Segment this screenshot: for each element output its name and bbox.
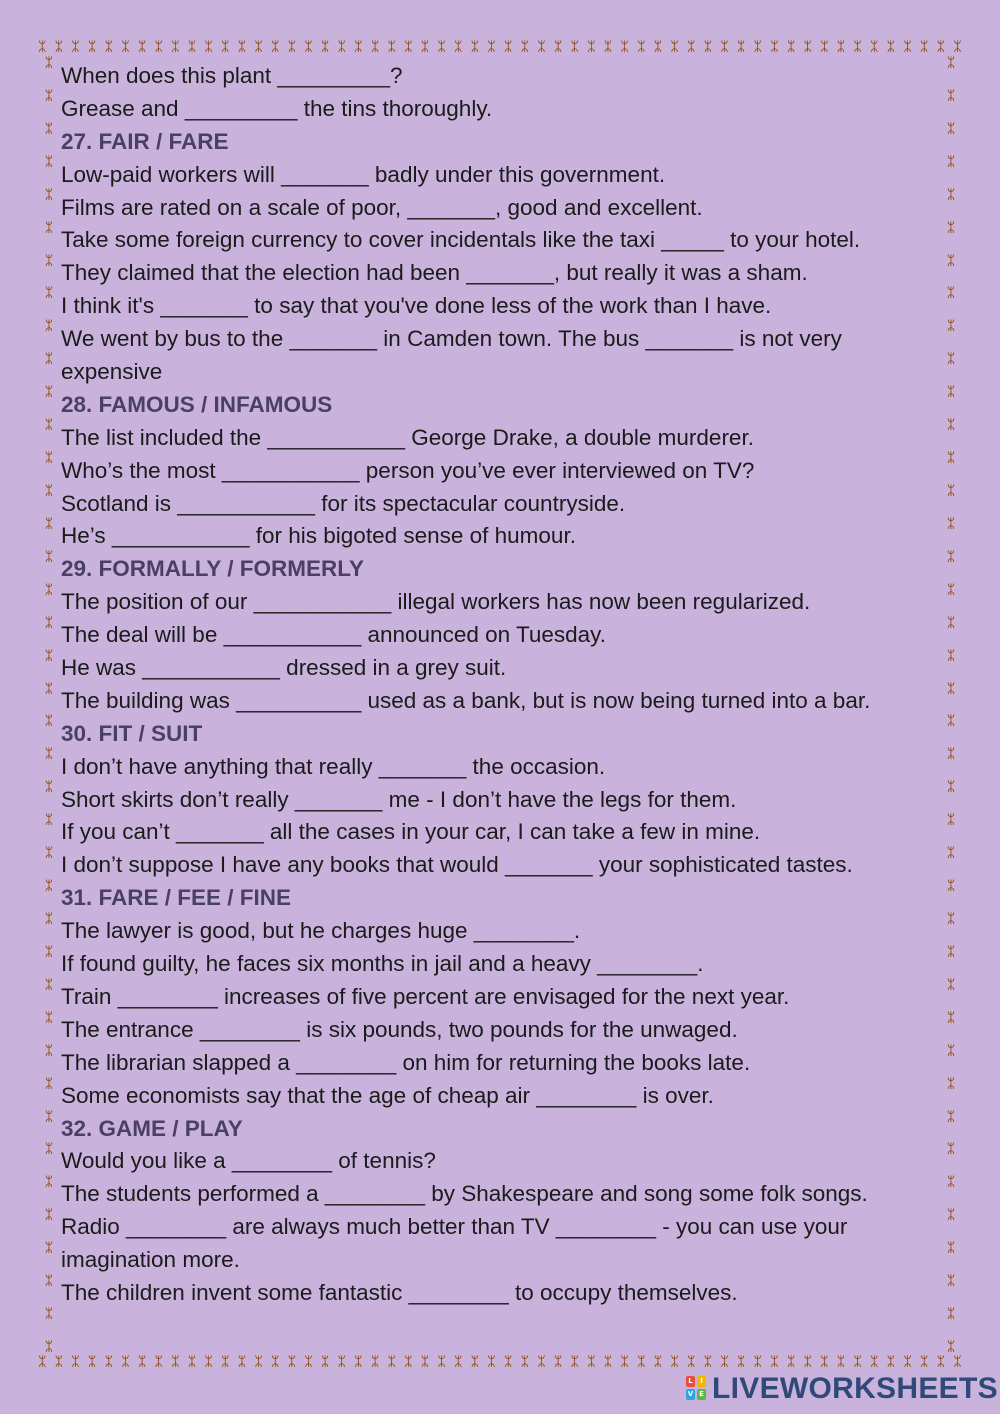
butterfly-icon: ᛯ [44,1306,54,1323]
butterfly-icon: ᛯ [44,548,54,565]
butterfly-icon: ᛯ [320,1355,330,1370]
top-butterfly-border [38,40,962,56]
butterfly-icon: ᛯ [946,1338,956,1354]
butterfly-icon: ᛯ [121,40,130,55]
exercise-sentence: Would you like a ________ of tennis? [61,1148,436,1174]
butterfly-icon: ᛯ [387,1355,396,1370]
butterfly-icon: ᛯ [87,1355,97,1370]
butterfly-icon: ᛯ [620,1355,629,1370]
butterfly-icon: ᛯ [44,647,54,664]
butterfly-icon: ᛯ [946,120,956,137]
butterfly-icon: ᛯ [637,40,646,55]
butterfly-icon: ᛯ [44,417,54,434]
butterfly-icon: ᛯ [87,40,97,55]
butterfly-icon: ᛯ [903,40,912,55]
butterfly-icon: ᛯ [946,252,956,269]
butterfly-icon: ᛯ [946,186,956,203]
butterfly-icon: ᛯ [720,1355,729,1370]
butterfly-icon: ᛯ [137,1355,147,1370]
butterfly-icon: ᛯ [470,1355,480,1370]
butterfly-icon: ᛯ [44,746,54,763]
butterfly-icon: ᛯ [44,450,54,467]
butterfly-icon: ᛯ [946,1207,956,1224]
butterfly-icon: ᛯ [71,40,80,55]
butterfly-icon: ᛯ [946,1009,956,1026]
butterfly-icon: ᛯ [204,40,213,55]
butterfly-icon: ᛯ [946,450,956,467]
butterfly-icon: ᛯ [44,87,54,104]
exercise-sentence: The position of our ___________ illegal workers has now been regularized. [61,589,811,615]
butterfly-icon: ᛯ [304,1355,313,1370]
butterfly-icon: ᛯ [946,384,956,401]
liveworksheets-logo [686,1372,998,1406]
section-heading: 27. FAIR / FARE [61,128,229,154]
butterfly-icon: ᛯ [946,482,956,499]
butterfly-icon: ᛯ [54,1355,64,1370]
butterfly-icon: ᛯ [154,40,163,55]
exercise-sentence: He’s ___________ for his bigoted sense of humour. [61,523,576,549]
exercise-sentence: When does this plant _________? [61,63,403,88]
butterfly-icon: ᛯ [537,1355,546,1370]
butterfly-icon: ᛯ [919,40,929,55]
butterfly-icon: ᛯ [54,40,64,55]
butterfly-icon: ᛯ [853,1355,862,1370]
butterfly-icon: ᛯ [946,153,956,170]
butterfly-icon: ᛯ [370,40,380,55]
butterfly-icon: ᛯ [946,548,956,565]
exercise-sentence: expensive [61,359,163,385]
butterfly-icon: ᛯ [946,1141,956,1158]
butterfly-icon: ᛯ [946,1174,956,1191]
butterfly-icon: ᛯ [953,40,962,55]
section-heading: 28. FAMOUS / INFAMOUS [61,391,333,417]
butterfly-icon: ᛯ [44,351,54,368]
logo-mark-letter: L [686,1376,695,1387]
butterfly-icon: ᛯ [44,812,54,829]
butterfly-icon: ᛯ [44,1240,54,1257]
butterfly-icon: ᛯ [946,56,956,71]
butterfly-icon: ᛯ [44,680,54,697]
butterfly-icon: ᛯ [946,87,956,104]
butterfly-icon: ᛯ [44,1273,54,1290]
butterfly-icon: ᛯ [946,1075,956,1092]
butterfly-icon: ᛯ [603,40,613,55]
butterfly-icon: ᛯ [404,40,413,55]
logo-mark-letter: V [687,1390,694,1398]
butterfly-icon: ᛯ [44,56,54,71]
butterfly-icon: ᛯ [304,40,313,55]
section-heading: 29. FORMALLY / FORMERLY [61,556,364,582]
butterfly-icon: ᛯ [753,40,762,55]
exercise-content [61,60,941,1310]
exercise-sentence: The lawyer is good, but he charges huge ________. [61,918,581,944]
butterfly-icon: ᛯ [946,779,956,796]
butterfly-icon: ᛯ [287,1355,297,1370]
butterfly-icon: ᛯ [104,40,113,55]
butterfly-icon: ᛯ [946,878,956,895]
butterfly-icon: ᛯ [753,1355,762,1370]
butterfly-icon: ᛯ [946,581,956,598]
exercise-sentence: Train ________ increases of five percent are envisaged for the next year. [61,983,790,1009]
butterfly-icon: ᛯ [254,40,263,55]
butterfly-icon: ᛯ [946,976,956,993]
section-heading: 31. FARE / FEE / FINE [61,885,292,911]
exercise-sentence: The students performed a ________ by Shakespeare and song some folk songs. [61,1181,868,1207]
butterfly-icon: ᛯ [44,1042,54,1059]
butterfly-icon: ᛯ [270,40,280,55]
butterfly-icon: ᛯ [44,910,54,927]
butterfly-icon: ᛯ [703,40,713,55]
butterfly-icon: ᛯ [337,1355,346,1370]
butterfly-icon: ᛯ [237,40,247,55]
butterfly-icon: ᛯ [470,40,480,55]
butterfly-icon: ᛯ [703,1355,713,1370]
exercise-sentence: The list included the ___________ George Drake, a double murderer. [61,424,754,450]
butterfly-icon: ᛯ [803,1355,812,1370]
butterfly-icon: ᛯ [946,1042,956,1059]
exercise-sentence: I don’t have anything that really _______ the occasion. [61,753,606,779]
butterfly-icon: ᛯ [503,1355,513,1370]
right-butterfly-border [942,56,960,1354]
butterfly-icon: ᛯ [44,120,54,137]
exercise-sentence: The children invent some fantastic ________ to occupy themselves. [61,1279,738,1305]
logo-mark-letter: E [697,1389,706,1400]
butterfly-icon: ᛯ [537,40,546,55]
exercise-sentence: Take some foreign currency to cover incidentals like the taxi _____ to your hotel. [61,227,861,253]
butterfly-icon: ᛯ [786,40,796,55]
butterfly-icon: ᛯ [886,40,896,55]
butterfly-icon: ᛯ [420,1355,430,1370]
exercise-sentence: Radio ________ are always much better than TV ________ - you can use your [61,1214,848,1240]
butterfly-icon: ᛯ [44,976,54,993]
exercise-sentence: Low-paid workers will _______ badly under this government. [61,161,666,187]
butterfly-icon: ᛯ [204,1355,213,1370]
butterfly-icon: ᛯ [886,1355,896,1370]
butterfly-icon: ᛯ [454,1355,463,1370]
logo-text: LIVEWORKSHEETS [712,1372,998,1405]
exercise-sentence: He was ___________ dressed in a grey suit. [61,655,507,681]
butterfly-icon: ᛯ [946,318,956,335]
butterfly-icon: ᛯ [603,1355,613,1370]
exercise-sentence: Scotland is ___________ for its spectacular countryside. [61,490,626,516]
butterfly-icon: ᛯ [770,1355,779,1370]
butterfly-icon: ᛯ [104,1355,113,1370]
exercise-sentence: Grease and _________ the tins thoroughly. [61,95,493,121]
exercise-sentence: If you can’t _______ all the cases in your car, I can take a few in mine. [61,819,761,845]
butterfly-icon: ᛯ [870,1355,879,1370]
butterfly-icon: ᛯ [221,1355,230,1370]
butterfly-icon: ᛯ [836,1355,846,1370]
butterfly-icon: ᛯ [44,943,54,960]
exercise-sentence: I think it's _______ to say that you've done less of the work than I have. [61,293,772,319]
butterfly-icon: ᛯ [44,878,54,895]
butterfly-icon: ᛯ [686,1355,696,1370]
butterfly-icon: ᛯ [287,40,297,55]
butterfly-icon: ᛯ [946,943,956,960]
exercise-sentence: I don’t suppose I have any books that would _______ your sophisticated tastes. [61,852,853,878]
butterfly-icon: ᛯ [237,1355,247,1370]
butterfly-icon: ᛯ [736,1355,746,1370]
exercise-sentence: If found guilty, he faces six months in jail and a heavy ________. [61,951,704,977]
butterfly-icon: ᛯ [637,1355,646,1370]
butterfly-icon: ᛯ [44,1009,54,1026]
butterfly-icon: ᛯ [44,1338,54,1354]
butterfly-icon: ᛯ [620,40,629,55]
butterfly-icon: ᛯ [820,40,829,55]
butterfly-icon: ᛯ [670,1355,679,1370]
butterfly-icon: ᛯ [337,40,346,55]
butterfly-icon: ᛯ [44,1207,54,1224]
butterfly-icon: ᛯ [44,581,54,598]
butterfly-icon: ᛯ [44,1108,54,1125]
logo-mark-letter: I [697,1376,706,1387]
butterfly-icon: ᛯ [44,219,54,236]
butterfly-icon: ᛯ [836,40,846,55]
butterfly-icon: ᛯ [370,1355,380,1370]
butterfly-icon: ᛯ [437,1355,446,1370]
butterfly-icon: ᛯ [437,40,446,55]
butterfly-icon: ᛯ [44,515,54,532]
butterfly-icon: ᛯ [686,40,696,55]
butterfly-icon: ᛯ [720,40,729,55]
butterfly-icon: ᛯ [187,1355,197,1370]
butterfly-icon: ᛯ [946,1306,956,1323]
butterfly-icon: ᛯ [44,318,54,335]
butterfly-icon: ᛯ [44,482,54,499]
butterfly-icon: ᛯ [71,1355,80,1370]
butterfly-icon: ᛯ [853,40,862,55]
exercise-sentence: Films are rated on a scale of poor, _______, good and excellent. [61,194,703,220]
butterfly-icon: ᛯ [653,1355,663,1370]
butterfly-icon: ᛯ [553,40,563,55]
butterfly-icon: ᛯ [946,647,956,664]
butterfly-icon: ᛯ [354,1355,363,1370]
butterfly-icon: ᛯ [404,1355,413,1370]
butterfly-icon: ᛯ [187,40,197,55]
butterfly-icon: ᛯ [487,1355,496,1370]
butterfly-icon: ᛯ [38,1355,47,1370]
butterfly-icon: ᛯ [587,1355,596,1370]
butterfly-icon: ᛯ [44,285,54,302]
butterfly-icon: ᛯ [254,1355,263,1370]
butterfly-icon: ᛯ [946,746,956,763]
butterfly-icon: ᛯ [653,40,663,55]
butterfly-icon: ᛯ [570,1355,579,1370]
butterfly-icon: ᛯ [946,910,956,927]
butterfly-icon: ᛯ [946,1108,956,1125]
butterfly-icon: ᛯ [820,1355,829,1370]
butterfly-icon: ᛯ [770,40,779,55]
left-butterfly-border [40,56,58,1354]
butterfly-icon: ᛯ [953,1355,962,1370]
butterfly-icon: ᛯ [946,1240,956,1257]
butterfly-icon: ᛯ [44,186,54,203]
exercise-sentence: They claimed that the election had been _______, but really it was a sham. [61,260,808,286]
butterfly-icon: ᛯ [44,1174,54,1191]
butterfly-icon: ᛯ [44,713,54,730]
butterfly-icon: ᛯ [946,845,956,862]
butterfly-icon: ᛯ [44,779,54,796]
butterfly-icon: ᛯ [946,614,956,631]
butterfly-icon: ᛯ [44,252,54,269]
butterfly-icon: ᛯ [44,153,54,170]
butterfly-icon: ᛯ [44,1141,54,1158]
butterfly-icon: ᛯ [270,1355,280,1370]
butterfly-icon: ᛯ [38,40,47,55]
butterfly-icon: ᛯ [936,1355,945,1370]
exercise-sentence: imagination more. [61,1247,240,1273]
butterfly-icon: ᛯ [454,40,463,55]
butterfly-icon: ᛯ [44,614,54,631]
butterfly-icon: ᛯ [387,40,396,55]
butterfly-icon: ᛯ [587,40,596,55]
butterfly-icon: ᛯ [354,40,363,55]
butterfly-icon: ᛯ [520,40,529,55]
butterfly-icon: ᛯ [44,384,54,401]
exercise-sentence: Short skirts don’t really _______ me - I don’t have the legs for them. [61,786,737,812]
butterfly-icon: ᛯ [946,1273,956,1290]
butterfly-icon: ᛯ [919,1355,929,1370]
section-heading: 30. FIT / SUIT [61,720,203,746]
butterfly-icon: ᛯ [503,40,513,55]
butterfly-icon: ᛯ [553,1355,563,1370]
butterfly-icon: ᛯ [803,40,812,55]
exercise-sentence: Who’s the most ___________ person you’ve ever interviewed on TV? [61,457,755,483]
butterfly-icon: ᛯ [320,40,330,55]
butterfly-icon: ᛯ [946,219,956,236]
exercise-sentence: The librarian slapped a ________ on him for returning the books late. [61,1049,751,1075]
butterfly-icon: ᛯ [786,1355,796,1370]
butterfly-icon: ᛯ [171,40,180,55]
butterfly-icon: ᛯ [946,417,956,434]
butterfly-icon: ᛯ [903,1355,912,1370]
butterfly-icon: ᛯ [670,40,679,55]
exercise-sentence: The entrance ________ is six pounds, two pounds for the unwaged. [61,1016,738,1042]
section-heading: 32. GAME / PLAY [61,1115,243,1141]
butterfly-icon: ᛯ [946,713,956,730]
exercise-sentence: Some economists say that the age of cheap air ________ is over. [61,1082,714,1108]
bottom-butterfly-border [38,1355,962,1371]
butterfly-icon: ᛯ [946,812,956,829]
butterfly-icon: ᛯ [154,1355,163,1370]
butterfly-icon: ᛯ [520,1355,529,1370]
butterfly-icon: ᛯ [44,1075,54,1092]
butterfly-icon: ᛯ [171,1355,180,1370]
exercise-sentence: The deal will be ___________ announced on Tuesday. [61,622,607,648]
butterfly-icon: ᛯ [946,351,956,368]
butterfly-icon: ᛯ [870,40,879,55]
butterfly-icon: ᛯ [44,845,54,862]
butterfly-icon: ᛯ [946,680,956,697]
logo-mark-icon [686,1376,708,1402]
butterfly-icon: ᛯ [121,1355,130,1370]
butterfly-icon: ᛯ [570,40,579,55]
exercise-sentence: We went by bus to the _______ in Camden town. The bus _______ is not very [61,326,842,352]
butterfly-icon: ᛯ [221,40,230,55]
butterfly-icon: ᛯ [946,515,956,532]
exercise-sentence: The building was __________ used as a bank, but is now being turned into a bar. [61,687,871,713]
butterfly-icon: ᛯ [736,40,746,55]
butterfly-icon: ᛯ [936,40,945,55]
butterfly-icon: ᛯ [487,40,496,55]
butterfly-icon: ᛯ [420,40,430,55]
butterfly-icon: ᛯ [946,285,956,302]
butterfly-icon: ᛯ [137,40,147,55]
